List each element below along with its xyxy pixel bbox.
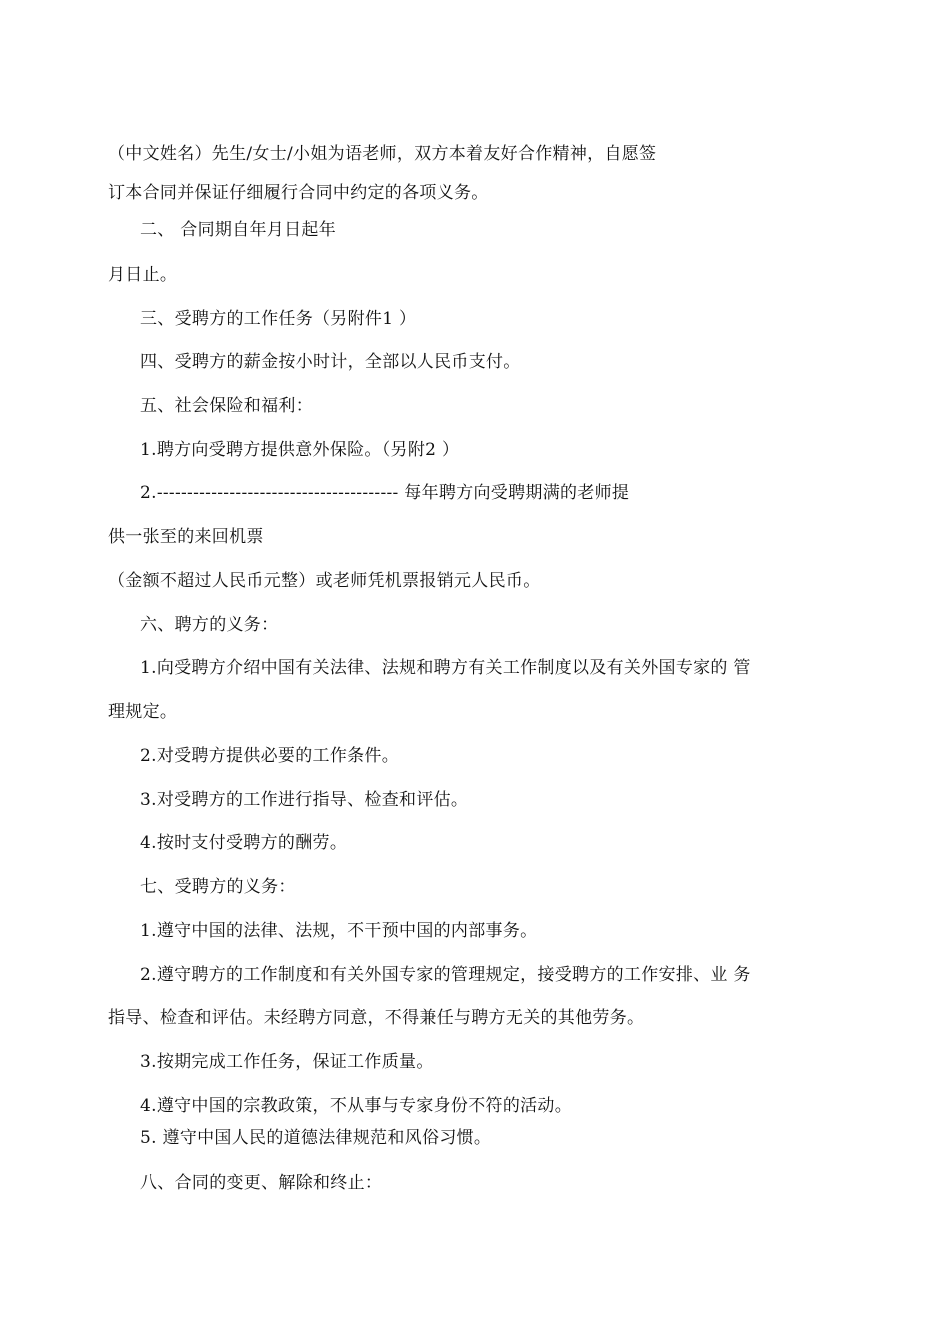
- text-line: 供一张至的来回机票: [108, 527, 264, 547]
- list-item: 2.遵守聘方的工作制度和有关外国专家的管理规定，接受聘方的工作安排、业 务: [140, 965, 751, 985]
- list-item: 1.向受聘方介绍中国有关法律、法规和聘方有关工作制度以及有关外国专家的 管: [140, 658, 751, 678]
- section-heading: 六、聘方的义务：: [140, 615, 279, 635]
- list-item: 5. 遵守中国人民的道德法律规范和风俗习惯。: [140, 1128, 492, 1148]
- list-item: 2.对受聘方提供必要的工作条件。: [140, 746, 400, 766]
- section-heading: 八、合同的变更、解除和终止：: [140, 1173, 383, 1193]
- list-item: 4.遵守中国的宗教政策，不从事与专家身份不符的活动。: [140, 1096, 573, 1116]
- section-heading: 三、受聘方的工作任务（另附件1 ）: [140, 309, 417, 329]
- section-heading: 七、受聘方的义务：: [140, 877, 296, 897]
- list-item: 4.按时支付受聘方的酬劳。: [140, 833, 348, 853]
- section-heading: 五、社会保险和福利：: [140, 396, 313, 416]
- text-line: 订本合同并保证仔细履行合同中约定的各项义务。: [108, 183, 489, 203]
- text-line: 指导、检查和评估。未经聘方同意，不得兼任与聘方无关的其他劳务。: [108, 1008, 645, 1028]
- section-heading: 四、受聘方的薪金按小时计，全部以人民币支付。: [140, 352, 521, 372]
- list-item: 2.---------------------------------------- 每年聘方向受聘期满的老师提: [140, 483, 630, 503]
- list-item: 3.对受聘方的工作进行指导、检查和评估。: [140, 790, 469, 810]
- text-line: （中文姓名）先生/女士/小姐为语老师，双方本着友好合作精神，自愿签: [108, 144, 657, 164]
- text-line: （金额不超过人民币元整）或老师凭机票报销元人民币。: [108, 571, 541, 591]
- section-heading: 二、 合同期自年月日起年: [140, 220, 337, 240]
- list-item: 3.按期完成工作任务，保证工作质量。: [140, 1052, 434, 1072]
- list-item: 1.遵守中国的法律、法规，不干预中国的内部事务。: [140, 921, 538, 941]
- text-line: 月日止。: [108, 265, 178, 285]
- text-line: 理规定。: [108, 702, 178, 722]
- list-item: 1.聘方向受聘方提供意外保险。（另附2 ）: [140, 440, 460, 460]
